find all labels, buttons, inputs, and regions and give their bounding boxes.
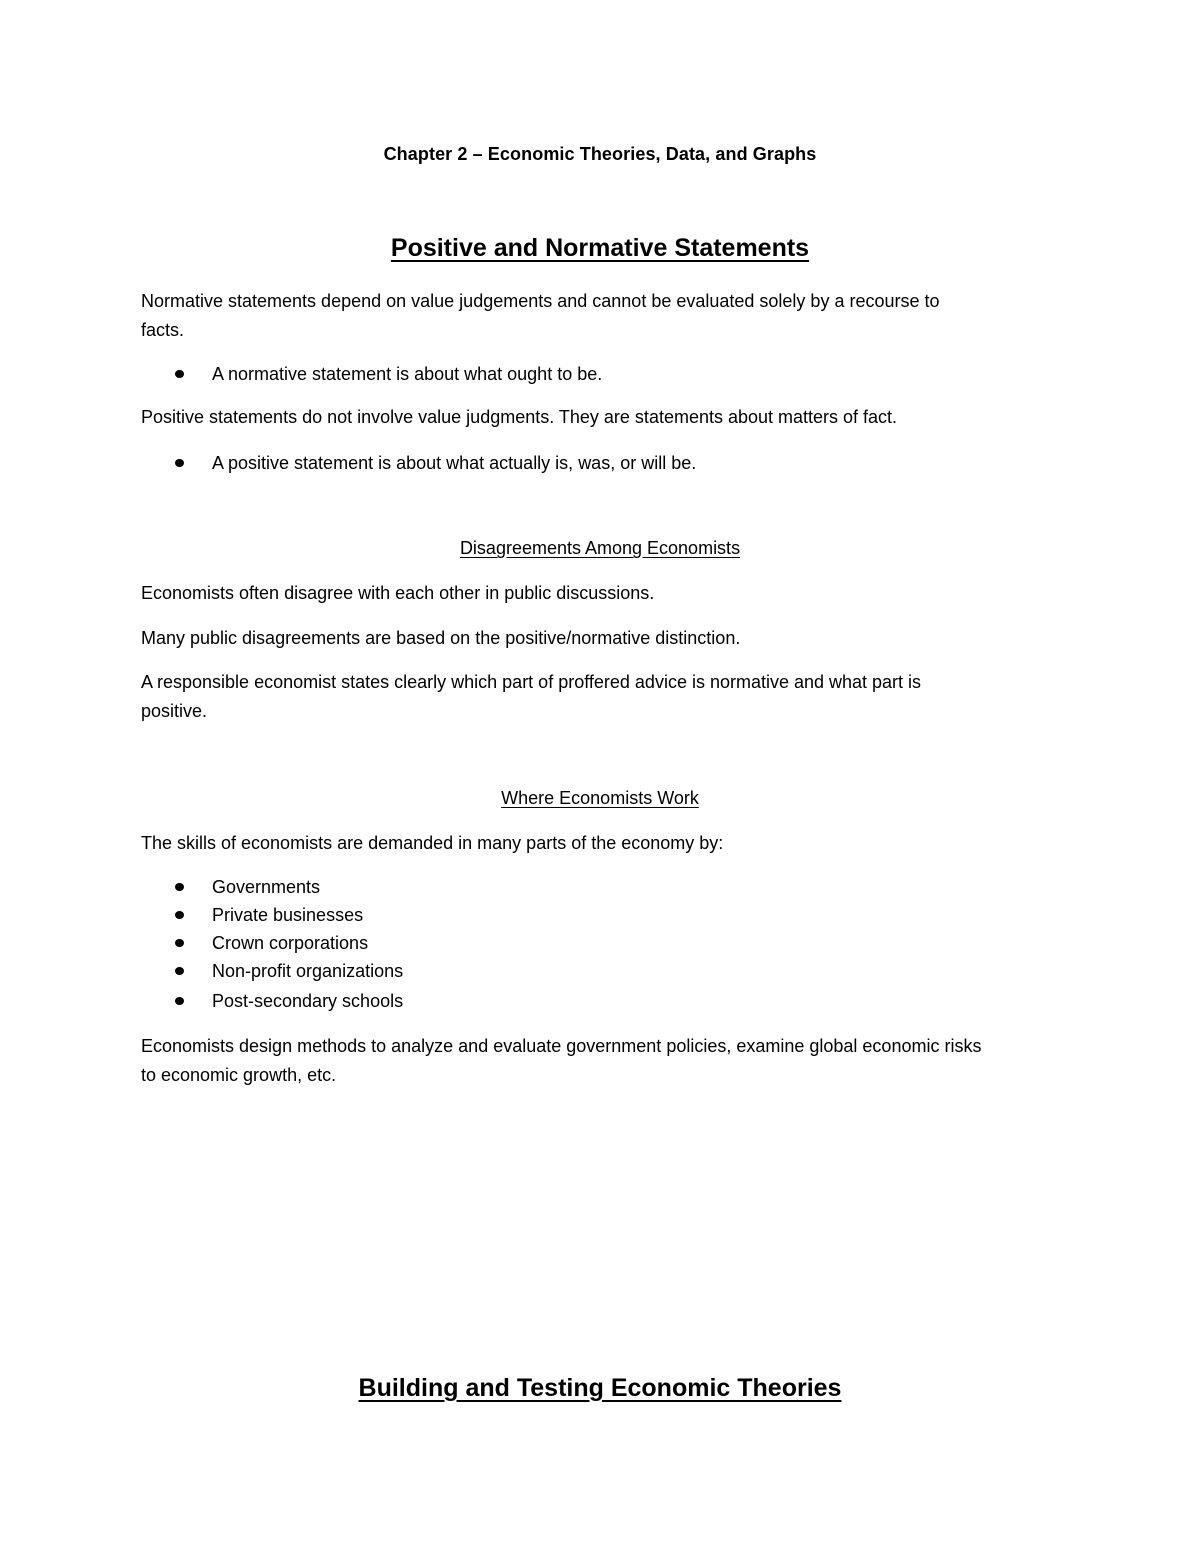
chapter-title: Chapter 2 – Economic Theories, Data, and Graphs xyxy=(383,144,817,164)
list-item-text: Post-secondary schools xyxy=(212,991,404,1011)
bullet-icon xyxy=(175,997,184,1005)
paragraph-skills-intro: The skills of economists are demanded in many parts of the economy by: xyxy=(141,833,724,853)
paragraph-normative-line1: Normative statements depend on value judgements and cannot be evaluated solely by a recourse to xyxy=(141,291,940,311)
paragraph-disagreements-2: Many public disagreements are based on the positive/normative distinction. xyxy=(141,628,741,648)
paragraph-disagreements-3-line1: A responsible economist states clearly which part of proffered advice is normative and what part is xyxy=(141,672,922,692)
list-item-text: A positive statement is about what actually is, was, or will be. xyxy=(212,453,697,473)
bullet-icon xyxy=(175,967,184,975)
paragraph-disagreements-3-line2: positive. xyxy=(141,701,208,721)
section-heading-positive-normative: Positive and Normative Statements xyxy=(390,234,810,262)
list-item-text: A normative statement is about what ought to be. xyxy=(212,364,603,384)
paragraph-normative-line2: facts. xyxy=(141,320,185,340)
section-heading-building-testing: Building and Testing Economic Theories xyxy=(358,1374,842,1402)
bullet-icon xyxy=(175,939,184,947)
bullet-icon xyxy=(175,459,184,467)
paragraph-closing-line2: to economic growth, etc. xyxy=(141,1065,337,1085)
bullet-icon xyxy=(175,370,184,378)
bullet-icon xyxy=(175,883,184,891)
paragraph-positive: Positive statements do not involve value judgments. They are statements about matters of fact. xyxy=(141,407,898,427)
list-item-text: Governments xyxy=(212,877,321,897)
section-heading-where-economists-work: Where Economists Work xyxy=(501,788,699,808)
list-item-text: Crown corporations xyxy=(212,933,369,953)
list-item-text: Private businesses xyxy=(212,905,364,925)
section-heading-disagreements: Disagreements Among Economists xyxy=(459,538,741,558)
list-item-text: Non-profit organizations xyxy=(212,961,404,981)
bullet-icon xyxy=(175,911,184,919)
paragraph-disagreements-1: Economists often disagree with each other in public discussions. xyxy=(141,583,655,603)
paragraph-closing-line1: Economists design methods to analyze and evaluate government policies, examine global economic risks xyxy=(141,1036,982,1056)
